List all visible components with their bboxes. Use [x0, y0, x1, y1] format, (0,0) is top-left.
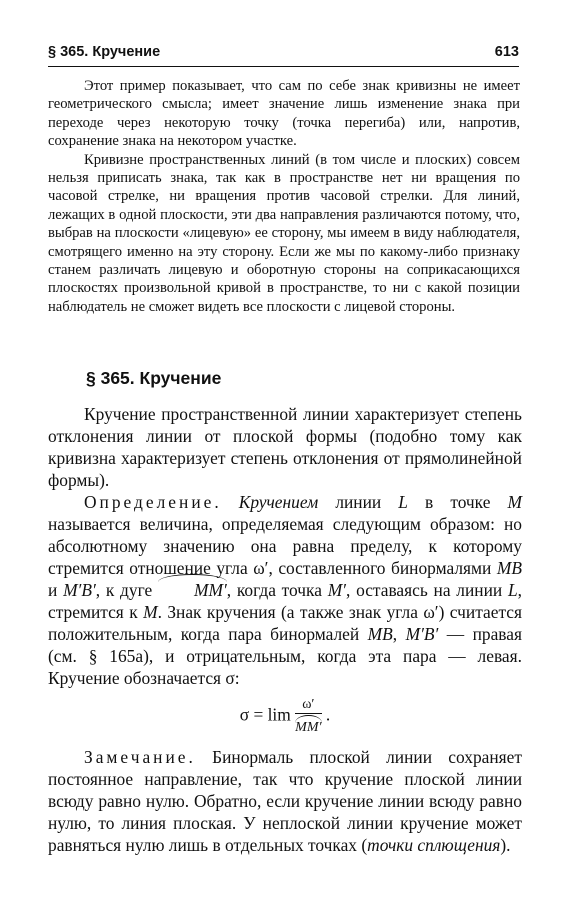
- text-run: , стремится к: [48, 580, 522, 622]
- formula-end: .: [325, 704, 331, 725]
- text-run: — правая (см. § 165а), и отрицательным, когда эта пара — левая. Кручение обозначается σ:: [48, 624, 522, 688]
- text-run: ,: [392, 624, 406, 644]
- note-term: точки сплющения: [367, 835, 501, 855]
- definition-label: Определение.: [84, 492, 222, 512]
- section-body: [48, 403, 522, 856]
- definition-paragraph: [48, 491, 522, 689]
- math-var: M: [507, 492, 522, 512]
- text-run: , к дуге: [95, 580, 158, 600]
- note-label: Замечание.: [84, 747, 196, 767]
- math-var: M′B′: [405, 624, 439, 644]
- formula-denominator: MM′: [295, 720, 322, 735]
- note-paragraph: [48, 746, 522, 856]
- text-run: в точке: [407, 492, 508, 512]
- section-paragraph-1: Кручение пространственной линии характеризует степень отклонения линии от плоской формы (подобно тому как кривизна характеризует степень отклонения от прямолинейной формы).: [48, 404, 522, 490]
- section-title: § 365. Кручение: [86, 368, 222, 388]
- math-var: L: [398, 492, 408, 512]
- running-head: § 365. Кручение: [48, 44, 161, 60]
- text-run: и: [48, 580, 64, 600]
- math-arc: MM′: [158, 579, 227, 601]
- text-run: называется величина, определяемая следующим образом: но абсолютному значению она равна пределу, к которому стремится отношение угла ω′, составленного бинормалями: [48, 514, 522, 578]
- page-number: 613: [494, 44, 519, 60]
- math-var: M′B′: [63, 580, 96, 600]
- text-run: Бинормаль плоской линии сохраняет постоянное направление, так что кручение плоской линии всюду равно нулю. Обратно, если кручение линии всюду равно нулю, то линия плоская. У неплоской линии кручение может равняться нулю лишь в отдельных точках (: [48, 747, 522, 855]
- formula-lhs: σ = lim: [239, 704, 291, 725]
- torsion-formula: [48, 697, 522, 736]
- text-run: , оставаясь на линии: [345, 580, 508, 600]
- page-header: [48, 44, 519, 67]
- formula-numerator: ω′: [295, 697, 321, 714]
- math-var: MB: [367, 624, 393, 644]
- math-var: MB: [496, 558, 522, 578]
- math-var: M′: [327, 580, 346, 600]
- intro-paragraph-1: Этот пример показывает, что сам по себе знак кривизны не имеет геометрического смысла; имеет значение лишь изменение знака при переходе через некоторую точку (точка перегиба) или, напротив, сохранение знака на некотором участке.: [48, 78, 520, 150]
- text-run: . Знак кручения (а также знак угла ω′) считается положительным, когда пара бинормалей: [48, 602, 522, 644]
- math-var: M: [143, 602, 158, 622]
- math-var: L: [507, 580, 518, 600]
- formula-denominator-wrap: [295, 714, 321, 736]
- text-run: ).: [500, 835, 511, 855]
- text-run: линии: [318, 492, 399, 512]
- text-run: , когда точка: [226, 580, 328, 600]
- definition-term: Кручением: [238, 492, 319, 512]
- intro-paragraph-2: Кривизне пространственных линий (в том числе и плоских) совсем нельзя приписать знака, так как в пространстве нет ни вращения по часовой стрелке, ни вращения против часовой стрелки. Для линий, лежащих в одной плоскости, эти два направления различаются потому, что, выбрав на плоскости «лицевую» ее сторону, мы имеем в виду наблюдателя, смотрящего именно на эту сторону. Если же мы по какому-либо признаку станем различать лицевую и оборотную стороны на соприкасающихся плоскостях произвольной кривой в пространстве, то ни с какой позиции наблюдатель не сможет видеть все плоскости с лицевой стороны.: [48, 151, 520, 315]
- formula-fraction: [295, 697, 321, 736]
- intro-text: [48, 77, 520, 316]
